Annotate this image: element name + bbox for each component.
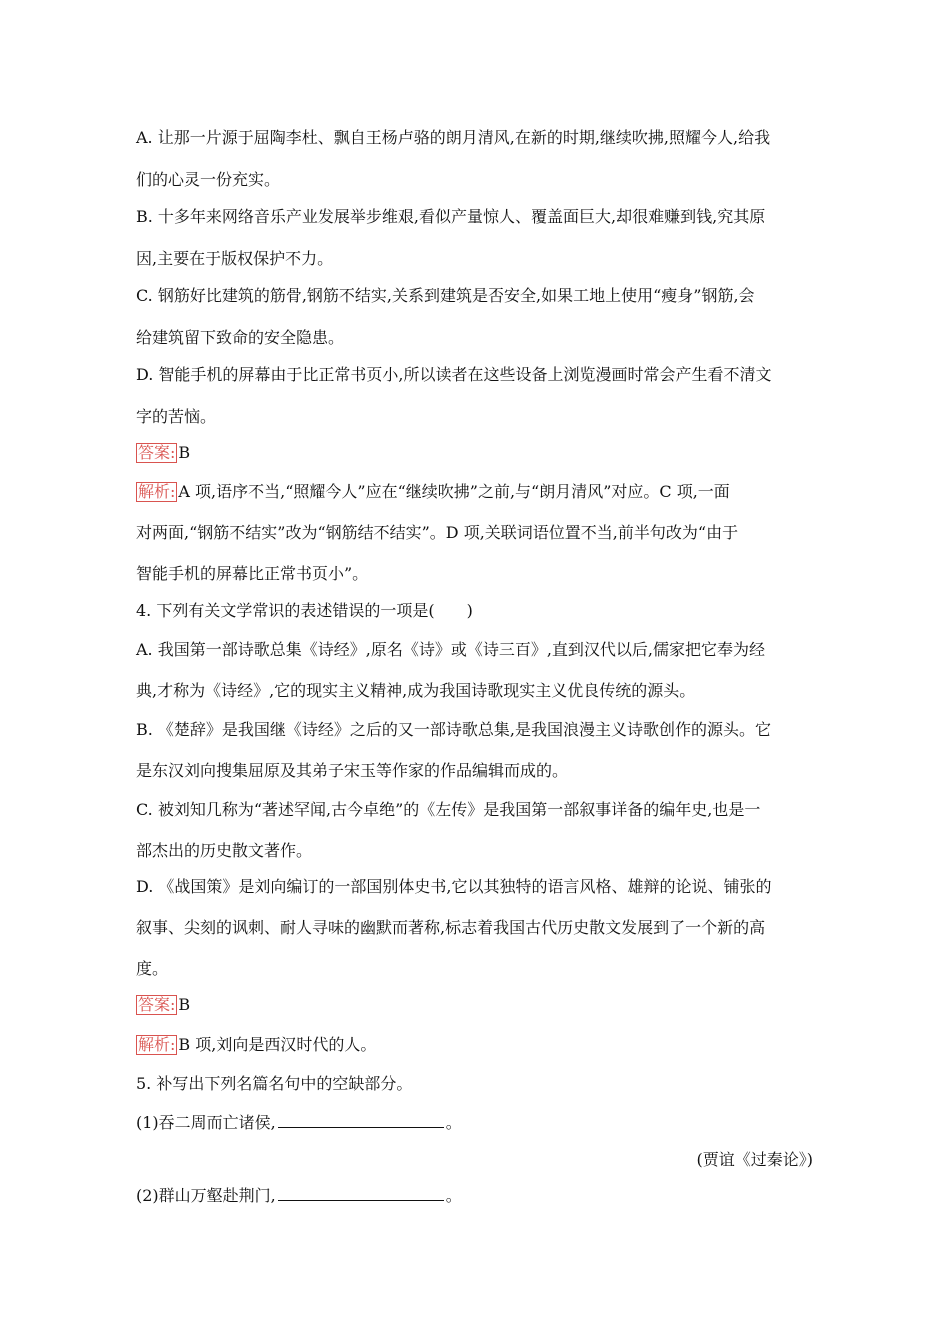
q3-option-d-line1: D. 智能手机的屏幕由于比正常书页小,所以读者在这些设备上浏览漫画时常会产生看不清文: [136, 365, 772, 384]
q5-item2-prompt: (2)群山万壑赴荆门,: [136, 1186, 276, 1205]
q3-option-a-line1: A. 让那一片源于屈陶李杜、飘自王杨卢骆的朗月清风,在新的时期,继续吹拂,照耀今人,给我: [136, 128, 771, 147]
answer-value: B: [178, 443, 191, 462]
fill-blank-2[interactable]: [278, 1186, 444, 1201]
q3-option-c-line2: 给建筑留下致命的安全隐患。: [136, 328, 345, 347]
q3-option-d-line2: 字的苦恼。: [136, 407, 217, 426]
fill-blank-1[interactable]: [278, 1113, 444, 1128]
q4-analysis: [136, 1035, 816, 1055]
analysis-label: 解析:: [138, 1035, 176, 1054]
q5-item1-prompt: (1)吞二周而亡诸侯,: [136, 1113, 276, 1132]
answer-value: B: [178, 995, 191, 1014]
q4-option-c-line2: 部杰出的历史散文著作。: [136, 841, 313, 860]
q3-answer: [136, 443, 816, 463]
q4-stem: 4. 下列有关文学常识的表述错误的一项是( ): [136, 601, 473, 620]
q4-option-c-line1: C. 被刘知几称为“著述罕闻,古今卓绝”的《左传》是我国第一部叙事详备的编年史,也是一: [136, 800, 761, 819]
answer-label: 答案:: [138, 995, 176, 1014]
q4-option-d-line1: D. 《战国策》是刘向编订的一部国别体史书,它以其独特的语言风格、雄辩的论说、铺张的: [136, 877, 772, 896]
q4-option-d-line2: 叙事、尖刻的讽刺、耐人寻味的幽默而著称,标志着我国古代历史散文发展到了一个新的高: [136, 918, 766, 937]
q3-analysis-line3: 智能手机的屏幕比正常书页小”。: [136, 564, 369, 583]
q5-item2-end: 。: [445, 1186, 462, 1205]
q4-answer: [136, 995, 816, 1015]
q5-item1-source: (贾谊《过秦论》): [696, 1150, 813, 1169]
q3-option-c-line1: C. 钢筋好比建筑的筋骨,钢筋不结实,关系到建筑是否安全,如果工地上使用“瘦身”钢筋,会: [136, 286, 755, 305]
q5-item1: [136, 1113, 816, 1133]
q4-option-b-line2: 是东汉刘向搜集屈原及其弟子宋玉等作家的作品编辑而成的。: [136, 761, 569, 780]
q3-option-b-line1: B. 十多年来网络音乐产业发展举步维艰,看似产量惊人、覆盖面巨大,却很难赚到钱,究其原: [136, 207, 766, 226]
q4-option-a-line2: 典,才称为《诗经》,它的现实主义精神,成为我国诗歌现实主义优良传统的源头。: [136, 681, 696, 700]
analysis-text: B 项,刘向是西汉时代的人。: [178, 1035, 377, 1054]
q5-item2: [136, 1186, 816, 1206]
answer-label: 答案:: [138, 443, 176, 462]
analysis-text: A 项,语序不当,“照耀今人”应在“继续吹拂”之前,与“朗月清风”对应。C 项,一面: [178, 482, 730, 501]
q5-stem: 5. 补写出下列名篇名句中的空缺部分。: [136, 1074, 413, 1093]
q4-option-a-line1: A. 我国第一部诗歌总集《诗经》,原名《诗》或《诗三百》,直到汉代以后,儒家把它奉为经: [136, 640, 765, 659]
q3-option-a-line2: 们的心灵一份充实。: [136, 170, 281, 189]
q4-option-b-line1: B. 《楚辞》是我国继《诗经》之后的又一部诗歌总集,是我国浪漫主义诗歌创作的源头。它: [136, 720, 772, 739]
q4-option-d-line3: 度。: [136, 959, 169, 978]
q3-analysis-line2: 对两面,“钢筋不结实”改为“钢筋结不结实”。D 项,关联词语位置不当,前半句改为“由于: [136, 523, 739, 542]
q3-analysis-line1: [136, 482, 816, 502]
analysis-label: 解析:: [138, 482, 176, 501]
q3-option-b-line2: 因,主要在于版权保护不力。: [136, 249, 334, 268]
q5-item1-end: 。: [445, 1113, 462, 1132]
